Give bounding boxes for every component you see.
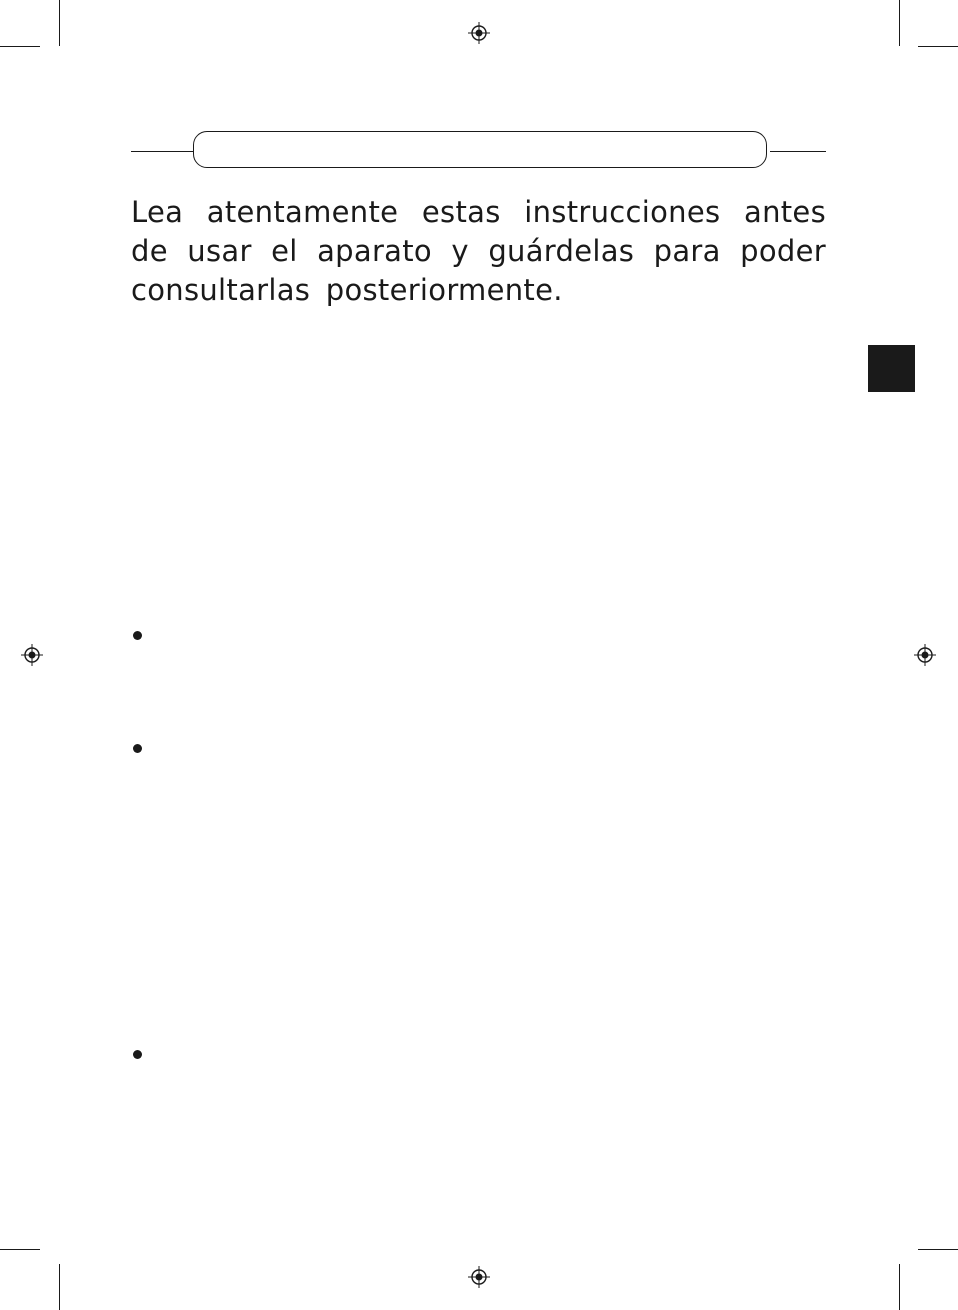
registration-mark-icon [468,1266,490,1288]
section-title-frame [193,131,767,168]
registration-mark-icon [21,644,43,666]
bullet-icon [133,1050,142,1059]
crop-mark-top-right-v [899,0,900,46]
crop-mark-bottom-right-v [899,1264,900,1310]
bullet-icon [133,631,142,640]
crop-mark-top-right-h [918,46,958,47]
intro-instructions: Lea atentamente estas instrucciones antes de usar el aparato y guárdelas para poder consultarlas posteriormente. [131,195,826,307]
bullet-icon [133,744,142,753]
registration-mark-icon [468,22,490,44]
crop-mark-bottom-right-h [918,1249,958,1250]
crop-mark-bottom-left-v [59,1264,60,1310]
header-rule-left [131,151,193,152]
crop-mark-bottom-left-h [0,1249,40,1250]
registration-mark-icon [914,644,936,666]
language-tab [868,345,915,392]
crop-mark-top-left-h [0,46,40,47]
crop-mark-top-left-v [59,0,60,46]
header-rule-right [770,151,826,152]
